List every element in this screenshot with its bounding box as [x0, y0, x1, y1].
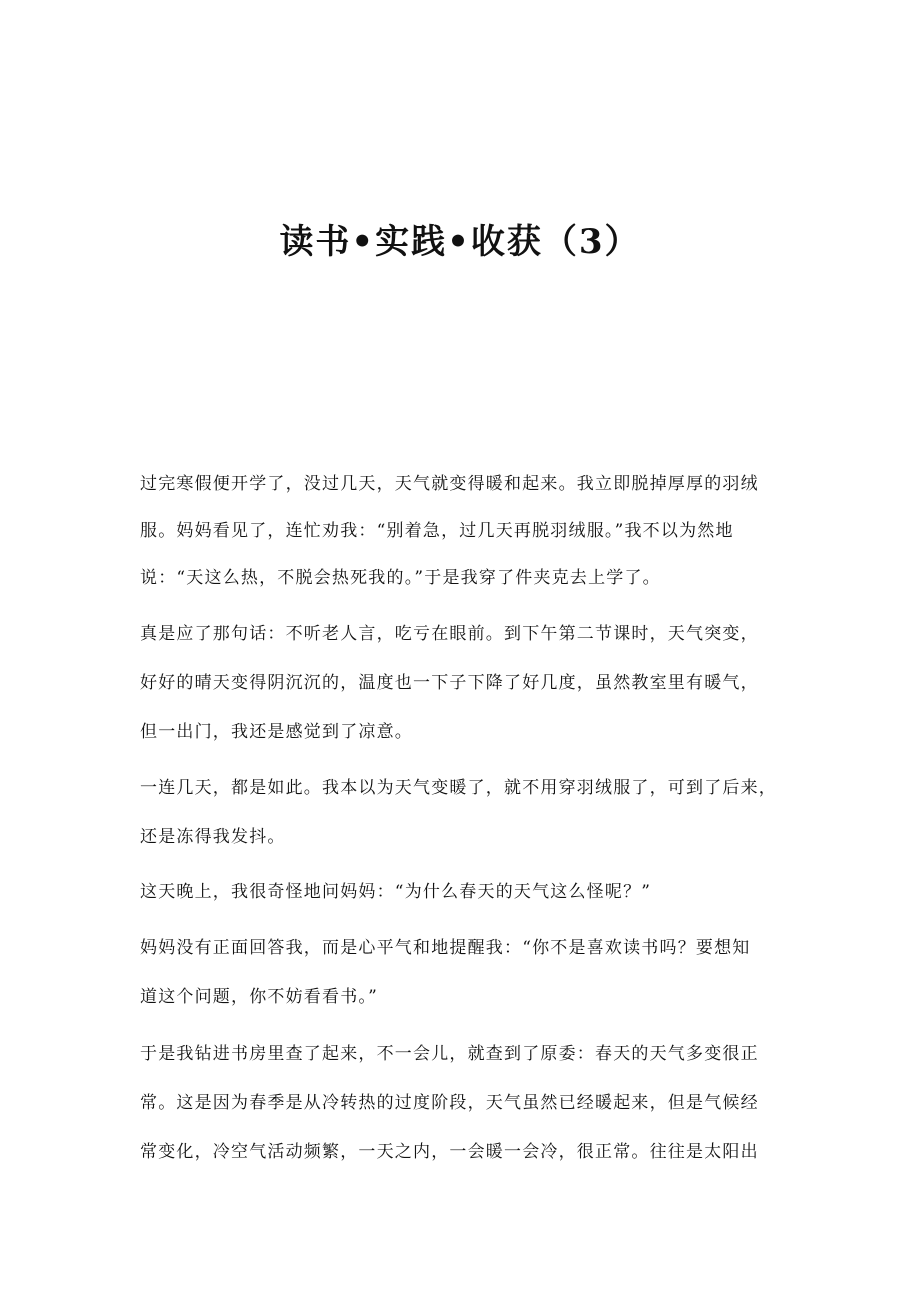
text-line: 妈妈没有正面回答我，而是心平气和地提醒我：“你不是喜欢读书吗？要想知 [140, 938, 751, 958]
text-line: 这天晚上，我很奇怪地问妈妈：“为什么春天的天气这么怪呢？” [140, 882, 652, 902]
text-line: 说：“天这么热，不脱会热死我的。”于是我穿了件夹克去上学了。 [140, 568, 661, 588]
text-line: 一连几天，都是如此。我本以为天气变暖了，就不用穿羽绒服了，可到了后来， [140, 778, 777, 798]
text-line: 还是冻得我发抖。 [140, 827, 286, 847]
text-line: 好好的晴天变得阴沉沉的，温度也一下子下降了好几度，虽然教室里有暖气， [140, 673, 759, 693]
text-line: 真是应了那句话：不听老人言，吃亏在眼前。到下午第二节课时，天气突变， [140, 624, 759, 644]
text-line: 服。妈妈看见了，连忙劝我：“别着急，过几天再脱羽绒服。”我不以为然地 [140, 521, 734, 541]
text-line: 于是我钻进书房里查了起来，不一会儿，就查到了原委：春天的天气多变很正 [140, 1044, 759, 1064]
text-line: 过完寒假便开学了，没过几天，天气就变得暖和起来。我立即脱掉厚厚的羽绒 [140, 474, 759, 494]
document-title: 读书•实践•收获（3） [279, 222, 641, 262]
text-line: 道这个问题，你不妨看看书。” [140, 987, 378, 1007]
text-line: 但一出门，我还是感觉到了凉意。 [140, 722, 413, 742]
text-line: 常变化，冷空气活动频繁，一天之内，一会暖一会冷，很正常。往往是太阳出 [140, 1142, 759, 1162]
text-line: 常。这是因为春季是从冷转热的过度阶段，天气虽然已经暖起来，但是气候经 [140, 1093, 759, 1113]
